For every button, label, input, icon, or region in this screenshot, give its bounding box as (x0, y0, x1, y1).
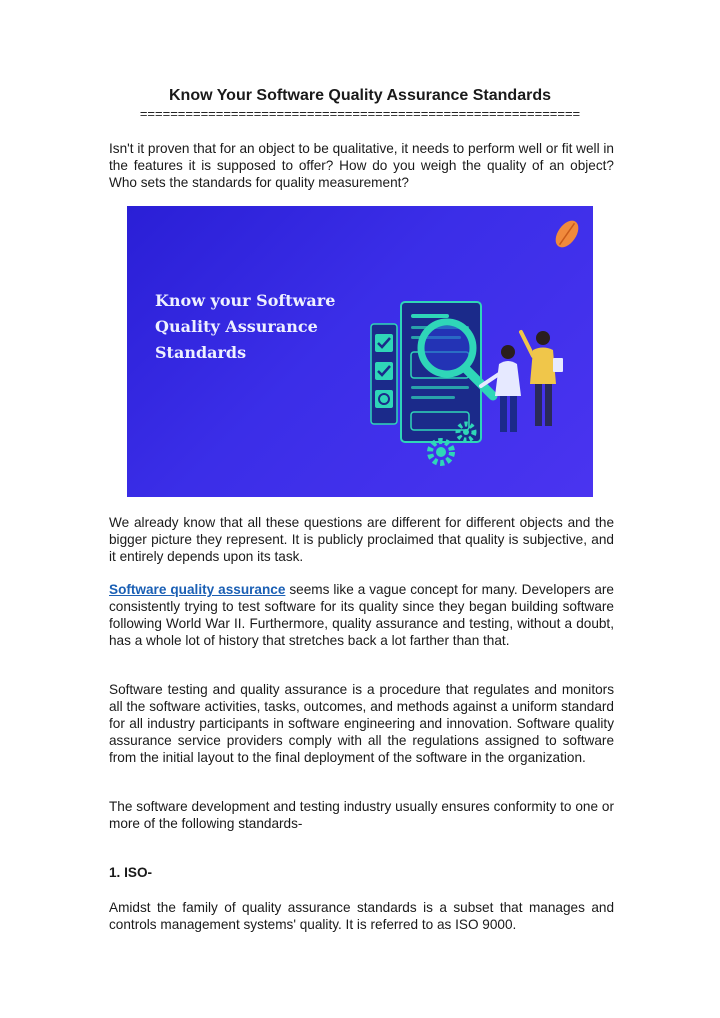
intro-paragraph: Isn't it proven that for an object to be qualitative, it needs to perform well or fit well in the features it is supposed to offer? How do you weigh the quality of an object? Who sets the standards for quality measurement? (109, 141, 614, 190)
paragraph-2: We already know that all these questions are different for different objects and the bigger picture they represent. It is publicly proclaimed that quality is subjective, and it entirely depends upon its task. (109, 515, 614, 564)
software-quality-assurance-link[interactable]: Software quality assurance (109, 582, 286, 597)
hero-caption (155, 288, 385, 366)
hero-line-1: Know your Software (155, 291, 336, 310)
page-title: Know Your Software Quality Assurance Standards (168, 87, 551, 104)
person-icon (521, 331, 563, 426)
paragraph-5: The software development and testing industry usually ensures conformity to one or more of the following standards- (109, 799, 614, 831)
hero-line-3: Standards (155, 343, 247, 362)
section-iso-paragraph: Amidst the family of quality assurance standards is a subset that manages and controls management systems' quality. It is referred to as ISO 9000. (109, 900, 614, 932)
hero-line-2: Quality Assurance (155, 317, 318, 336)
leaf-logo-icon (551, 217, 583, 252)
paragraph-3 (109, 581, 614, 649)
title-underline-rule: ========================================================== (139, 106, 581, 121)
paragraph-3-text: seems like a vague concept for many. Developers are consistently trying to test software for its quality since they began building software following World War II. Furthermore, quality assurance and testing, without a doubt, has a whole lot of history that stretches back a lot farther than that. (109, 582, 614, 648)
section-heading-iso: 1. ISO- (109, 865, 153, 880)
hero-image (127, 206, 593, 497)
paragraph-4: Software testing and quality assurance is a procedure that regulates and monitors all the software activities, tasks, outcomes, and methods against a uniform standard for all industry participants in software engineering and innovation. Software quality assurance service providers comply with all the regulations assigned to software from the initial layout to the final deployment of the software in the organization. (109, 682, 614, 765)
